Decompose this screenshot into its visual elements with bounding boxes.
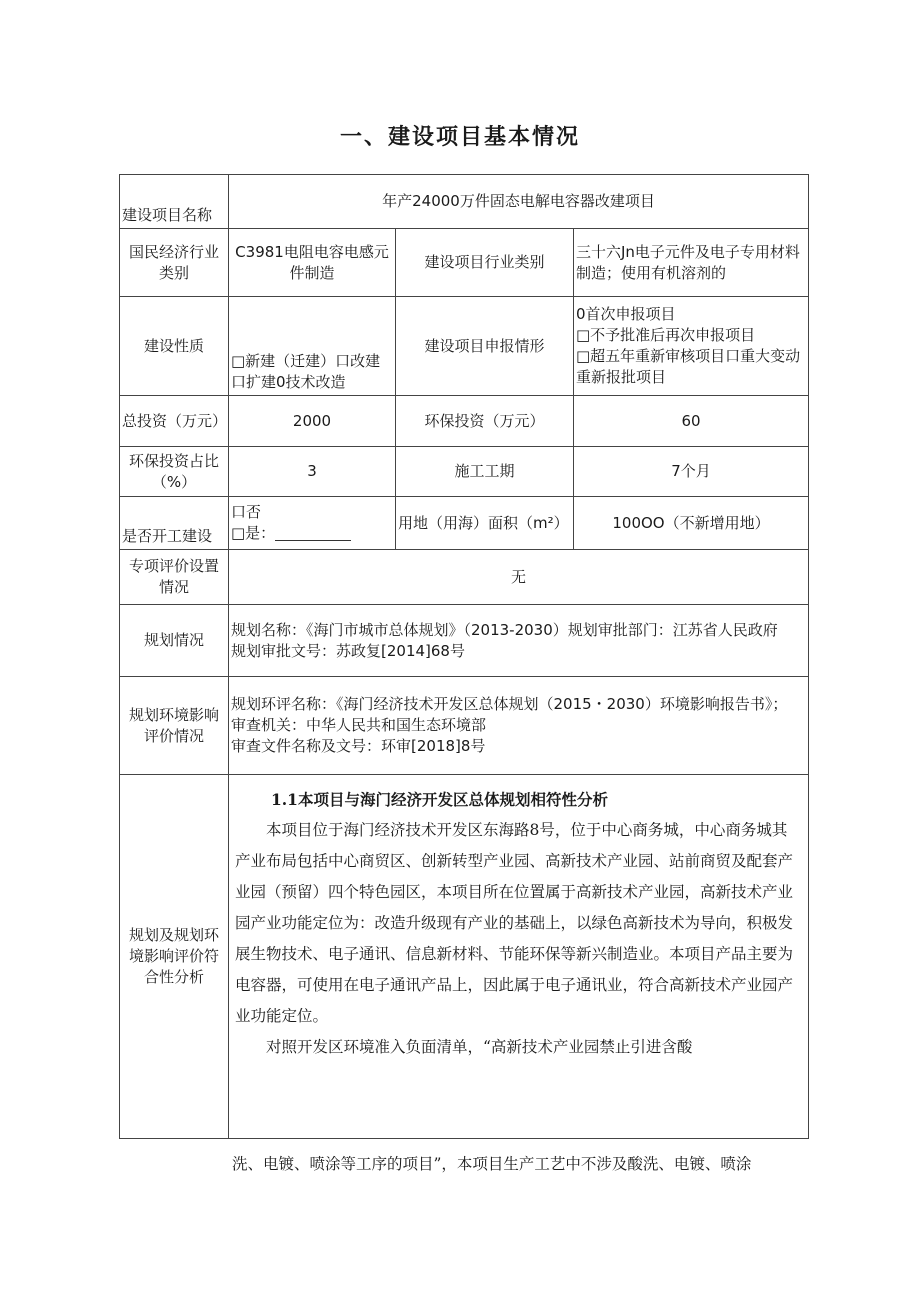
row-special-eval xyxy=(120,550,809,605)
conformity-content xyxy=(229,775,809,1139)
project-name-value: 年产24000万件固态电解电容器改建项目 xyxy=(229,175,809,229)
row-planning xyxy=(120,605,809,677)
project-industry-value: 三十六Jn电子元件及电子专用材料制造；使用有机溶剂的 xyxy=(574,229,809,297)
industry-label: 国民经济行业类别 xyxy=(120,229,229,297)
conformity-subheading: 1.1本项目与海门经济开发区总体规划相符性分析 xyxy=(271,790,608,809)
period-label: 施工工期 xyxy=(396,447,574,497)
application-options xyxy=(574,297,809,396)
row-project-name xyxy=(120,175,809,229)
nature-label: 建设性质 xyxy=(120,297,229,396)
conformity-paragraph-1: 本项目位于海门经济技术开发区东海路8号，位于中心商务城，中心商务城其产业布局包括中心商贸区、创新转型产业园、高新技术产业园、站前商贸及配套产业园（预留）四个特色园区，本项目所在位置属于高新技术产业园，高新技术产业园产业功能定位为：改造升级现有产业的基础上，以绿色高新技术为导向，积极发展生物技术、电子通讯、信息新材料、节能环保等新兴制造业。本项目产品主要为电容器，可使用在电子通讯产品上，因此属于电子通讯业，符合高新技术产业园产业功能定位。 xyxy=(235,821,794,1025)
project-industry-label: 建设项目行业类别 xyxy=(396,229,574,297)
row-conformity xyxy=(120,775,809,1139)
planning-approval-line: 规划审批文号：苏政复[2014]68号 xyxy=(231,641,465,660)
row-started xyxy=(120,497,809,550)
started-option-yes-label: □是： xyxy=(231,524,276,542)
started-option-no: 口否 xyxy=(231,503,262,521)
conformity-label: 规划及规划环境影响评价符合性分析 xyxy=(120,775,229,1139)
env-investment-value: 60 xyxy=(574,396,809,447)
investment-label: 总投资（万元） xyxy=(120,396,229,447)
row-nature xyxy=(120,297,809,396)
special-eval-label: 专项评价设置情况 xyxy=(120,550,229,605)
industry-value: C3981电阻电容电感元件制造 xyxy=(229,229,396,297)
row-planning-env xyxy=(120,677,809,775)
application-option-review: □超五年重新审核项目口重大变动重新报批项目 xyxy=(576,347,801,386)
ratio-value: 3 xyxy=(229,447,396,497)
planning-env-name-line: 规划环评名称：《海门经济技术开发区总体规划（2015・2030）环境影响报告书》； xyxy=(231,695,788,713)
continuation-text: 洗、电镀、喷涂等工序的项目”，本项目生产工艺中不涉及酸洗、电镀、喷涂 xyxy=(232,1155,752,1173)
project-name-label: 建设项目名称 xyxy=(120,175,229,229)
conformity-paragraph-2: 对照开发区环境准入负面清单，“高新技术产业园禁止引进含酸 xyxy=(266,1038,693,1056)
page-title: 一、建设项目基本情况 xyxy=(339,125,580,150)
planning-env-content xyxy=(229,677,809,775)
planning-content xyxy=(229,605,809,677)
started-options xyxy=(229,497,396,550)
started-label: 是否开工建设 xyxy=(120,497,229,550)
application-option-first: 0首次申报项目 xyxy=(576,305,676,323)
planning-label: 规划情况 xyxy=(120,605,229,677)
special-eval-value: 无 xyxy=(229,550,809,605)
application-option-resubmit: □不予批准后再次申报项目 xyxy=(576,326,756,344)
application-label: 建设项目申报情形 xyxy=(396,297,574,396)
planning-env-authority-line: 审查机关：中华人民共和国生态环境部 xyxy=(231,716,487,734)
ratio-label: 环保投资占比（%） xyxy=(120,447,229,497)
row-ratio xyxy=(120,447,809,497)
nature-value: □新建（迁建）口改建口扩建0技术改造 xyxy=(229,297,396,396)
investment-value: 2000 xyxy=(229,396,396,447)
row-investment xyxy=(120,396,809,447)
land-area-value: 100OO（不新增用地） xyxy=(574,497,809,550)
started-blank-line xyxy=(275,526,351,541)
period-value: 7个月 xyxy=(574,447,809,497)
env-investment-label: 环保投资（万元） xyxy=(396,396,574,447)
project-info-table xyxy=(119,174,809,1139)
started-option-yes xyxy=(231,523,393,544)
planning-env-document-line: 审查文件名称及文号：环审[2018]8号 xyxy=(231,737,486,755)
planning-name-line: 规划名称：《海门市城市总体规划》（2013-2030）规划审批部门：江苏省人民政府 xyxy=(231,620,778,639)
row-industry xyxy=(120,229,809,297)
planning-env-label: 规划环境影响评价情况 xyxy=(120,677,229,775)
land-area-label: 用地（用海）面积（m²） xyxy=(396,497,574,550)
